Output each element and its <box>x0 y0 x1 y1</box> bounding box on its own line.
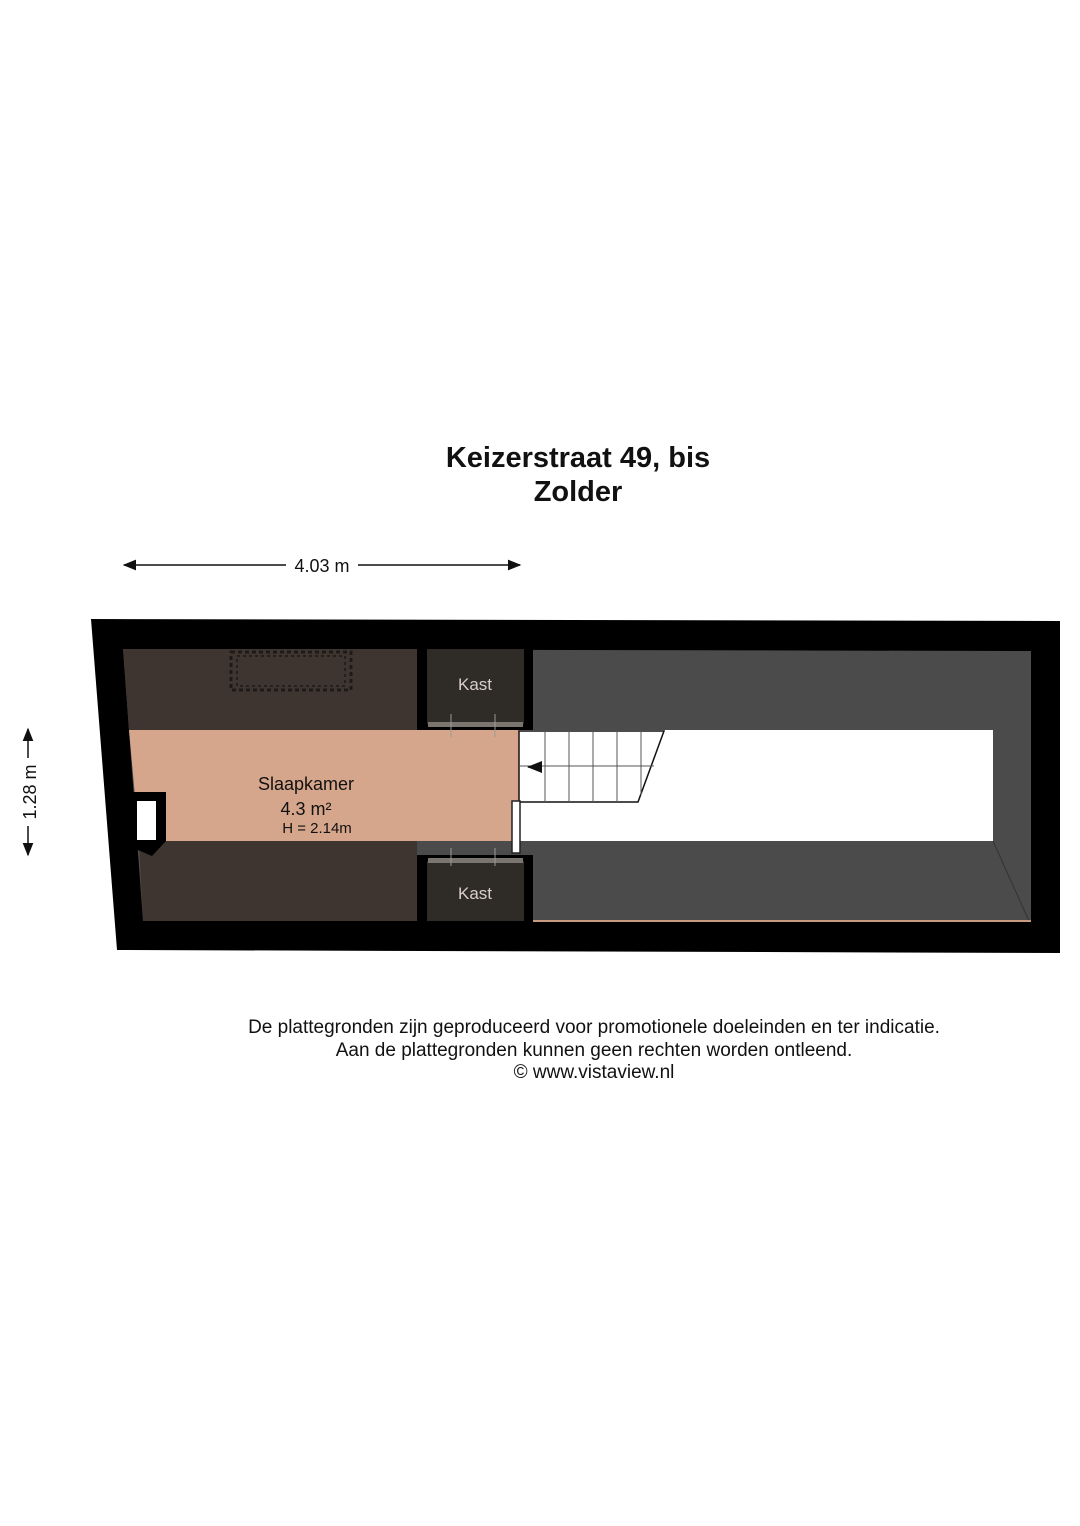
copyright-link[interactable]: © www.vistaview.nl <box>513 1062 675 1083</box>
sloped-roof-bottom-right <box>533 841 1031 921</box>
disclaimer-line-1: De plattegronden zijn geproduceerd voor promotionele doeleinden en ter indicatie. <box>248 1017 940 1038</box>
height-dimension-label: 1.28 m <box>20 764 40 820</box>
width-dimension-label: 4.03 m <box>294 556 350 576</box>
floor-title: Zolder <box>533 476 623 508</box>
closet-top <box>417 649 533 737</box>
disclaimer-line-2: Aan de plattegronden kunnen geen rechten worden ontleend. <box>335 1040 853 1061</box>
height-dimension <box>20 729 40 855</box>
bedroom-height: H = 2.14m <box>282 820 352 837</box>
stair-railing <box>512 801 520 853</box>
sloped-roof-top-right <box>533 651 1031 730</box>
bedroom-name: Slaapkamer <box>257 774 355 794</box>
closet-top-label: Kast <box>457 675 493 694</box>
address-title: Keizerstraat 49, bis <box>445 442 711 474</box>
closet-bottom-label: Kast <box>457 884 493 903</box>
sloped-roof-bottom-left <box>139 841 417 921</box>
width-dimension <box>124 556 520 576</box>
staircase <box>519 731 664 802</box>
bedroom-area: 4.3 m² <box>280 799 332 819</box>
closet-bottom <box>417 848 533 921</box>
